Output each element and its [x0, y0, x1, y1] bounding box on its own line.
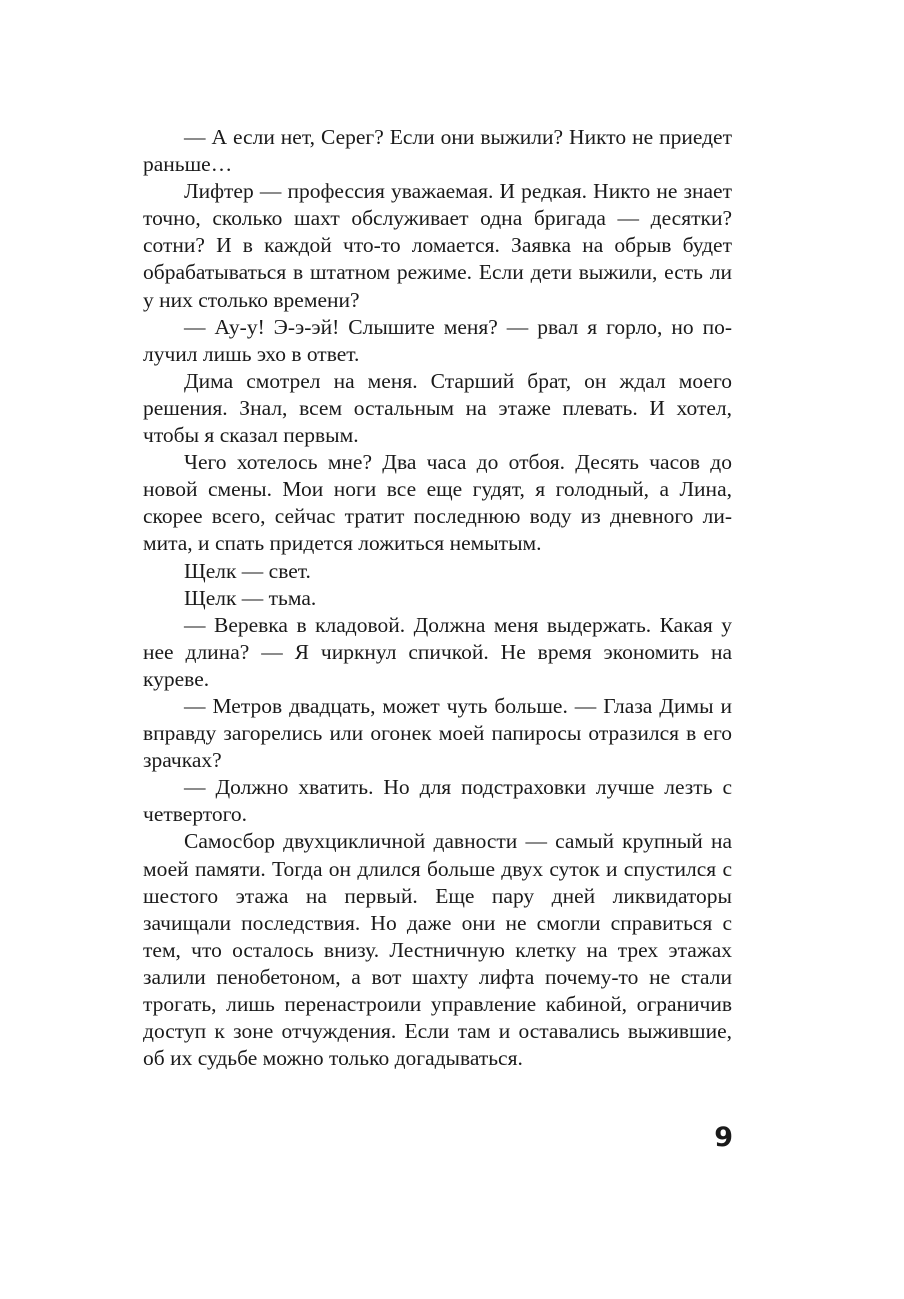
paragraph: Самосбор двухцикличной давности — самый крупный на моей памяти. Тогда он длился больше двух суток и спустился с шестого этажа на первый. Еще пару дней ликвидаторы зачищали последствия. Но даже они не смогли справиться с тем, что осталось внизу. Лестничную клетку на трех этажах залили пенобетоном, а вот шахту лифта почему-то не стали трогать, лишь перенастроили управление кабиной, ограничив доступ к зоне отчуждения. Если там и оставались выжившие, об их судьбе можно только догадываться.	[143, 829, 732, 1071]
paragraph: Чего хотелось мне? Два часа до отбоя. Десять часов до новой смены. Мои ноги все еще гудят, я голодный, а Лина, скорее всего, сейчас тратит последнюю воду из дневного лимита, и спать придется ложиться немытым.	[143, 450, 732, 556]
paragraph: Дима смотрел на меня. Старший брат, он ждал моего решения. Знал, всем остальным на этаже плевать. И хотел, чтобы я сказал первым.	[143, 368, 732, 448]
paragraph: Щелк — свет.	[184, 558, 311, 583]
paragraph: — Должно хватить. Но для подстраховки лучше лезть с четвертого.	[143, 775, 732, 827]
paragraph: — А если нет, Серег? Если они выжили? Никто не приедет раньше…	[143, 125, 732, 177]
paragraph: Лифтер — профессия уважаемая. И редкая. Никто не знает точно, сколько шахт обслуживает одна бригада — десятки? сотни? И в каждой что-то ломается. Заявка на обрыв будет обрабатываться в штатном режиме. Если дети выжили, есть ли у них столько времени?	[143, 179, 732, 312]
page-number: 9	[714, 1122, 733, 1153]
body-text	[143, 124, 732, 1072]
paragraph: — Веревка в кладовой. Должна меня выдержать. Какая у нее длина? — Я чиркнул спичкой. Не время экономить на куреве.	[143, 612, 732, 691]
paragraph: — Ау-у! Э-э-эй! Слышите меня? — рвал я горло, но получил лишь эхо в ответ.	[143, 314, 732, 366]
paragraph: Щелк — тьма.	[184, 585, 317, 610]
paragraph: — Метров двадцать, может чуть больше. — Глаза Димы и вправду загорелись или огонек моей папиросы отразился в его зрачках?	[143, 693, 732, 773]
